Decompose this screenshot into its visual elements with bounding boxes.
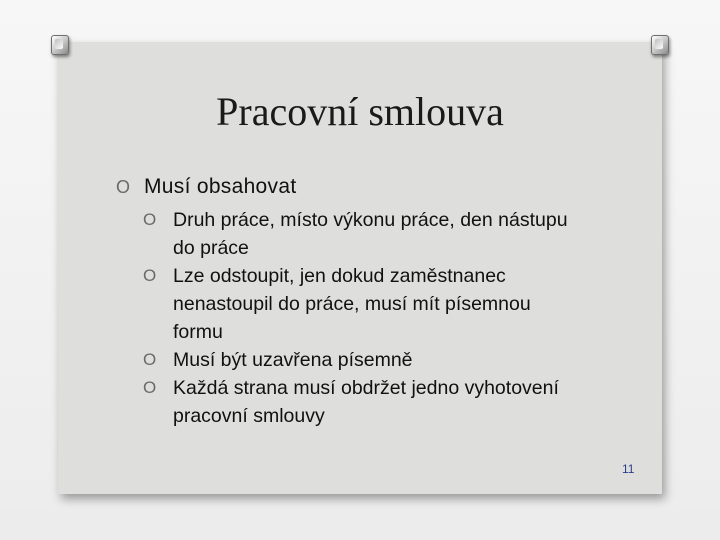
sub-bullet-text: Musí být uzavřena písemně [173, 349, 413, 371]
page-number: 11 [622, 462, 635, 476]
sub-bullet-text: Lze odstoupit, jen dokud zaměstnanec nenastoupil do práce, musí mít písemnou formu [173, 265, 531, 343]
bullet-marker-icon: O [143, 350, 157, 369]
sub-bullet-text: Druh práce, místo výkonu práce, den nástupu do práce [173, 209, 568, 259]
bullet-list [116, 174, 616, 430]
main-bullet-text: Musí obsahovat [144, 175, 297, 198]
sub-bullet [143, 374, 573, 430]
bullet-marker-icon: O [143, 210, 157, 229]
bullet-marker-icon: O [116, 177, 131, 197]
sub-bullet-text: Každá strana musí obdržet jedno vyhotovení pracovní smlouvy [173, 377, 559, 427]
slide-title: Pracovní smlouva [216, 89, 504, 134]
sub-bullet [143, 262, 573, 346]
bullet-marker-icon: O [143, 266, 157, 285]
bullet-marker-icon: O [143, 378, 157, 397]
pushpin-icon [651, 35, 669, 55]
sub-bullet [143, 346, 573, 374]
pushpin-icon [51, 35, 69, 55]
sub-bullet [143, 206, 573, 262]
main-bullet [116, 174, 616, 200]
